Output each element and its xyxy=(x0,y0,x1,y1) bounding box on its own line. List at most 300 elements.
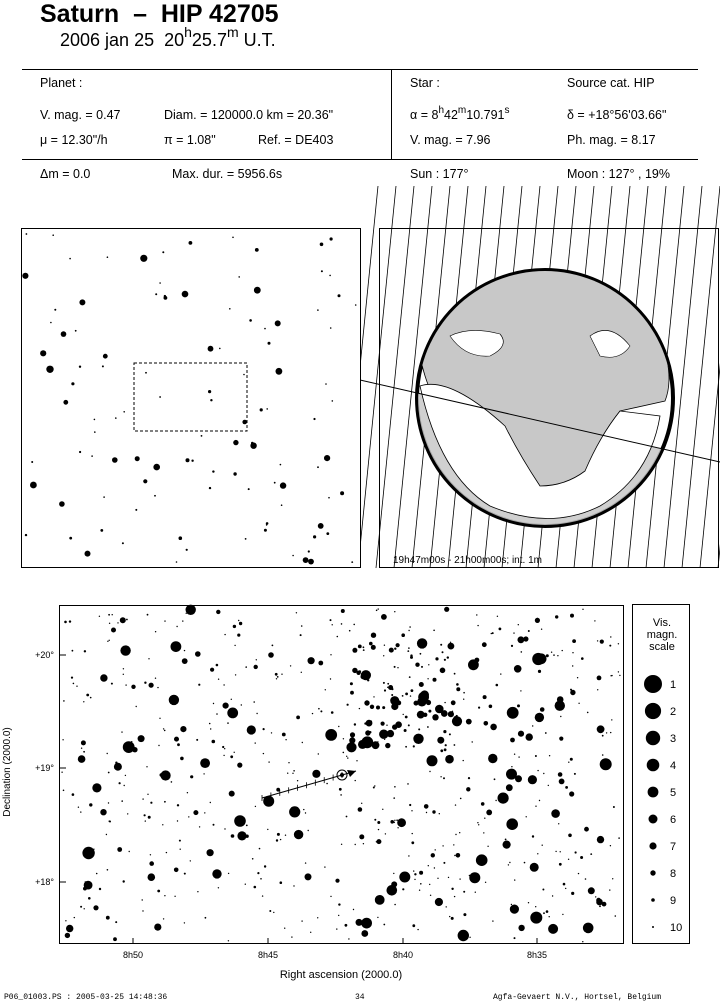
field-star xyxy=(150,802,152,804)
finder-star xyxy=(318,523,324,529)
finder-star xyxy=(317,466,319,468)
finder-star xyxy=(30,482,37,489)
field-star xyxy=(276,839,278,841)
field-star xyxy=(256,659,257,660)
field-star xyxy=(545,732,547,734)
field-star xyxy=(296,716,300,720)
field-star xyxy=(409,676,411,678)
field-star xyxy=(408,724,410,726)
finder-star xyxy=(40,350,46,356)
field-star xyxy=(405,746,407,748)
field-star xyxy=(276,678,277,679)
field-star xyxy=(437,737,444,744)
field-star xyxy=(428,865,429,866)
field-star xyxy=(435,898,443,906)
field-star xyxy=(570,614,574,618)
field-star xyxy=(107,641,108,642)
field-star xyxy=(346,742,356,752)
field-star xyxy=(378,829,379,830)
field-star xyxy=(505,839,507,841)
field-star xyxy=(383,655,384,656)
field-star xyxy=(160,773,163,776)
field-star xyxy=(415,663,419,667)
field-star xyxy=(216,664,219,667)
field-star xyxy=(546,910,549,913)
field-star xyxy=(212,740,216,744)
finder-star xyxy=(153,464,160,471)
alpha-h-unit: h xyxy=(438,105,444,116)
legend-title-line-1: Vis. xyxy=(652,617,672,629)
field-star xyxy=(459,878,460,879)
field-star xyxy=(369,642,373,646)
field-star xyxy=(297,780,298,781)
field-star xyxy=(255,806,256,807)
finder-star xyxy=(135,509,137,511)
field-star xyxy=(427,678,428,679)
field-star xyxy=(92,783,101,792)
field-star xyxy=(578,873,579,874)
finder-star xyxy=(63,400,68,405)
field-star xyxy=(213,824,215,826)
field-star xyxy=(420,883,422,885)
max-duration: Max. dur. = 5956.6s xyxy=(172,167,283,181)
finder-star xyxy=(71,382,74,385)
alpha-s-unit: s xyxy=(504,105,510,116)
alpha-minutes: 42 xyxy=(444,108,458,122)
field-star xyxy=(114,763,122,771)
info-divider xyxy=(391,69,392,159)
legend-swatch xyxy=(646,731,660,745)
field-star xyxy=(582,609,583,610)
field-star xyxy=(231,834,235,838)
field-star xyxy=(428,710,431,713)
field-star xyxy=(285,739,286,740)
field-star xyxy=(484,721,489,726)
field-star xyxy=(122,622,123,623)
field-star xyxy=(285,835,286,836)
hatch-line xyxy=(682,186,720,568)
time-scale: U.T. xyxy=(238,30,276,50)
field-star xyxy=(310,932,311,933)
field-star xyxy=(560,851,561,852)
finder-star xyxy=(255,248,259,252)
hatch-line xyxy=(360,186,378,568)
field-star xyxy=(246,825,248,827)
field-star xyxy=(456,683,459,686)
field-star xyxy=(174,896,175,897)
finder-star xyxy=(208,390,211,393)
field-star xyxy=(254,886,257,889)
field-star xyxy=(488,754,497,763)
finder-star xyxy=(233,472,236,475)
field-star xyxy=(535,906,536,907)
field-star xyxy=(413,745,415,747)
field-star xyxy=(445,744,447,746)
field-star xyxy=(174,737,179,742)
finder-star xyxy=(154,495,156,497)
field-star xyxy=(394,666,396,668)
field-star xyxy=(559,863,562,866)
field-star xyxy=(449,916,450,917)
field-star xyxy=(267,829,268,830)
field-star xyxy=(391,688,393,690)
field-star xyxy=(443,862,445,864)
field-star xyxy=(147,794,148,795)
finder-star xyxy=(209,487,211,489)
field-star xyxy=(381,614,387,620)
field-star xyxy=(234,815,246,827)
planet-label: Planet : xyxy=(40,76,83,90)
finder-star xyxy=(164,296,168,300)
field-star xyxy=(612,878,613,879)
field-star xyxy=(69,620,71,622)
field-star xyxy=(350,691,354,695)
field-star xyxy=(107,753,108,754)
finder-star xyxy=(61,331,67,337)
field-star xyxy=(131,685,135,689)
finder-star xyxy=(103,354,108,359)
field-star xyxy=(549,916,550,917)
field-star xyxy=(121,731,122,732)
field-star xyxy=(483,832,484,833)
finder-star xyxy=(122,542,124,544)
field-star xyxy=(434,867,435,868)
field-star xyxy=(288,762,289,763)
field-star xyxy=(84,881,93,890)
field-star xyxy=(99,888,101,890)
field-star xyxy=(154,924,161,931)
finder-star xyxy=(159,396,161,398)
finder-star xyxy=(275,320,281,326)
field-star xyxy=(555,851,556,852)
field-star xyxy=(569,791,574,796)
field-star xyxy=(430,895,431,896)
star-chart xyxy=(0,600,720,985)
field-star xyxy=(549,755,550,756)
field-star xyxy=(424,804,429,809)
field-star xyxy=(562,914,563,915)
field-star xyxy=(597,640,598,641)
field-star xyxy=(526,816,527,817)
field-star xyxy=(615,915,617,917)
field-star xyxy=(572,652,573,653)
field-star xyxy=(537,853,538,854)
field-star xyxy=(583,923,594,934)
field-star xyxy=(277,833,280,836)
legend-label: 4 xyxy=(670,760,677,772)
field-star xyxy=(209,723,211,725)
field-star xyxy=(346,756,347,757)
field-star xyxy=(81,748,82,749)
finder-star xyxy=(274,482,276,484)
field-star xyxy=(454,744,456,746)
field-star xyxy=(455,804,456,805)
field-star xyxy=(581,657,584,660)
field-star xyxy=(369,745,370,746)
field-star xyxy=(426,812,427,813)
field-star xyxy=(296,612,297,613)
field-star xyxy=(384,645,385,646)
field-star xyxy=(363,843,364,844)
hatch-line xyxy=(376,186,414,568)
field-star xyxy=(597,725,605,733)
field-star xyxy=(84,908,85,909)
star-alpha xyxy=(410,105,510,122)
field-star xyxy=(127,813,128,814)
field-star xyxy=(460,798,462,800)
field-star xyxy=(609,645,611,647)
field-star xyxy=(402,888,404,890)
field-star xyxy=(136,706,137,707)
field-star xyxy=(578,703,579,704)
field-star xyxy=(481,802,485,806)
finder-star xyxy=(176,561,178,563)
field-star xyxy=(577,677,578,678)
field-star xyxy=(524,862,526,864)
field-star xyxy=(184,922,185,923)
finder-star xyxy=(249,319,252,322)
field-star xyxy=(155,631,156,632)
field-star xyxy=(394,611,395,612)
x-tick-label: 8h50 xyxy=(122,950,144,960)
x-axis-title: Right ascension (2000.0) xyxy=(279,969,403,981)
field-star xyxy=(432,810,435,813)
field-star xyxy=(609,889,610,890)
field-star xyxy=(374,819,376,821)
page-title: Saturn – HIP 42705 xyxy=(40,0,279,28)
finder-star xyxy=(242,420,247,425)
field-star xyxy=(144,814,146,816)
field-star xyxy=(565,786,568,789)
field-star xyxy=(364,722,366,724)
field-star xyxy=(383,682,385,684)
field-star xyxy=(377,821,380,824)
star-delta: δ = +18°56'03.66" xyxy=(567,108,667,122)
field-star xyxy=(397,667,398,668)
field-star xyxy=(356,919,363,926)
field-star xyxy=(294,830,303,839)
moon-elongation: Moon : 127° , 19% xyxy=(567,167,670,181)
field-star xyxy=(195,651,201,657)
field-star xyxy=(145,820,146,821)
field-star xyxy=(341,844,342,845)
field-star xyxy=(451,700,456,705)
field-star xyxy=(72,793,75,796)
legend-swatches xyxy=(633,671,691,941)
field-star xyxy=(123,880,125,882)
legend-title-line-2: magn. xyxy=(646,629,678,641)
field-star xyxy=(277,676,279,678)
field-star xyxy=(440,668,446,674)
field-star xyxy=(338,915,339,916)
field-star xyxy=(324,866,325,867)
field-star xyxy=(528,630,530,632)
finder-star xyxy=(115,417,117,419)
field-star xyxy=(320,710,322,712)
field-star xyxy=(495,800,496,801)
field-star xyxy=(337,636,339,638)
finder-star xyxy=(330,327,332,329)
planet-vmag: V. mag. = 0.47 xyxy=(40,108,121,122)
field-star xyxy=(238,620,239,621)
legend-swatch xyxy=(650,870,655,875)
field-star xyxy=(444,702,445,703)
field-star xyxy=(317,917,318,918)
field-star xyxy=(584,926,586,928)
field-star xyxy=(78,807,79,808)
field-star xyxy=(610,732,611,733)
field-star xyxy=(514,937,516,939)
field-star xyxy=(530,863,539,872)
field-star xyxy=(407,783,409,785)
field-star xyxy=(231,699,232,700)
field-star xyxy=(511,645,513,647)
field-star xyxy=(197,891,198,892)
field-star xyxy=(602,735,604,737)
field-star xyxy=(72,650,74,652)
field-star xyxy=(418,692,429,703)
field-star xyxy=(508,864,509,865)
field-star xyxy=(435,849,436,850)
x-tick-label: 8h35 xyxy=(526,950,548,960)
field-star xyxy=(535,755,537,757)
field-star xyxy=(268,652,274,658)
field-star xyxy=(597,689,598,690)
field-star xyxy=(408,647,410,649)
field-star xyxy=(293,770,295,772)
field-star xyxy=(142,910,143,911)
field-star xyxy=(99,616,100,617)
field-star xyxy=(517,704,520,707)
field-star xyxy=(510,738,515,743)
finder-star xyxy=(248,488,250,490)
finder-star xyxy=(232,237,234,239)
finder-star xyxy=(159,282,161,284)
field-star xyxy=(427,755,438,766)
field-star xyxy=(472,741,473,742)
field-star xyxy=(63,790,65,792)
field-star xyxy=(411,841,414,844)
field-star xyxy=(241,704,242,705)
field-star xyxy=(176,626,177,627)
field-star xyxy=(600,640,604,644)
finder-star xyxy=(321,270,323,272)
field-star xyxy=(280,881,283,884)
field-star xyxy=(78,755,86,763)
field-star xyxy=(376,839,381,844)
field-star xyxy=(281,674,282,675)
legend-swatch xyxy=(644,675,662,693)
field-star xyxy=(417,711,425,719)
field-star xyxy=(325,689,326,690)
field-star xyxy=(535,806,536,807)
field-star xyxy=(229,791,235,797)
finder-star xyxy=(320,243,324,247)
field-star xyxy=(157,890,160,893)
field-star xyxy=(482,642,487,647)
field-star xyxy=(510,905,519,914)
field-star xyxy=(177,804,179,806)
field-star xyxy=(224,828,225,829)
field-star xyxy=(275,673,278,676)
field-star xyxy=(391,694,393,696)
field-star xyxy=(260,878,262,880)
field-star xyxy=(442,710,447,715)
field-star xyxy=(440,644,442,646)
field-star xyxy=(162,824,163,825)
finder-star xyxy=(351,561,353,563)
field-star xyxy=(530,912,542,924)
finder-star xyxy=(254,287,261,294)
field-star xyxy=(492,920,493,921)
field-star xyxy=(300,634,302,636)
field-star xyxy=(356,760,357,761)
field-star xyxy=(518,731,524,737)
field-star xyxy=(491,633,492,634)
field-star xyxy=(349,630,351,632)
field-star xyxy=(394,820,395,821)
field-star xyxy=(408,630,409,631)
field-star xyxy=(476,854,488,866)
field-star xyxy=(565,888,566,889)
field-star xyxy=(463,699,464,700)
finder-star xyxy=(329,275,331,277)
field-star xyxy=(89,803,92,806)
field-star xyxy=(376,841,377,842)
field-star xyxy=(452,711,453,712)
field-star xyxy=(520,690,521,691)
source-catalog: Source cat. HIP xyxy=(567,76,655,90)
finder-star xyxy=(191,460,193,462)
field-star xyxy=(513,632,514,633)
alpha-m-unit: m xyxy=(457,105,467,116)
field-star xyxy=(546,654,549,657)
field-star xyxy=(376,610,378,612)
field-star xyxy=(371,645,376,650)
field-star xyxy=(184,650,185,651)
field-star xyxy=(475,892,476,893)
field-star xyxy=(115,921,117,923)
field-star xyxy=(419,871,423,875)
field-star xyxy=(468,777,470,779)
field-star xyxy=(560,716,561,717)
field-star xyxy=(432,714,438,720)
finder-star xyxy=(140,255,147,262)
field-star xyxy=(478,707,480,709)
field-star xyxy=(570,758,573,761)
field-star xyxy=(359,834,364,839)
field-star xyxy=(568,762,569,763)
field-star xyxy=(108,802,109,803)
finder-star xyxy=(276,368,283,375)
field-star xyxy=(515,775,522,782)
field-star xyxy=(109,640,110,641)
field-star xyxy=(506,818,518,830)
field-star xyxy=(108,614,110,616)
field-star xyxy=(523,636,528,641)
field-star xyxy=(574,773,576,775)
field-star xyxy=(585,878,587,880)
field-star xyxy=(463,891,465,893)
hatch-line xyxy=(700,186,720,568)
finder-star xyxy=(186,549,188,551)
field-star xyxy=(223,703,229,709)
field-star xyxy=(113,937,117,941)
field-star xyxy=(483,695,487,699)
finder-star xyxy=(59,501,65,507)
field-star xyxy=(121,800,123,802)
field-star xyxy=(359,708,360,709)
